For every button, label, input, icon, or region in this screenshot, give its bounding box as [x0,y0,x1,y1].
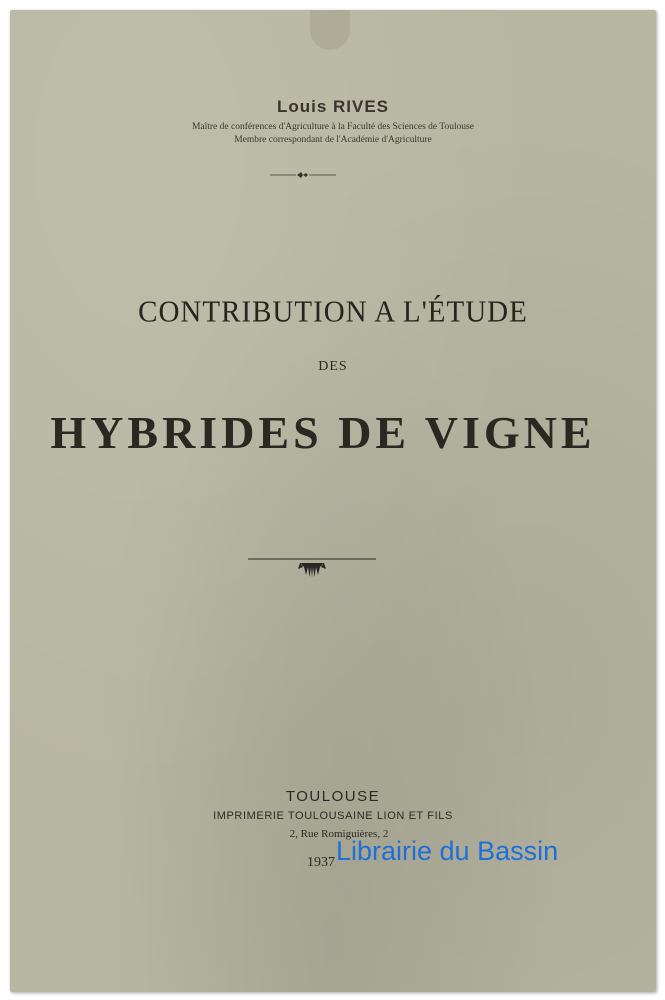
publisher-city: TOULOUSE [285,788,381,805]
author-name: Louis RIVES [276,97,390,116]
title-line-3: HYBRIDES DE VIGNE [50,407,596,458]
author-affiliation-1: Maître de conférences d'Agriculture à la Faculté des Sciences de Toulouse [191,122,475,132]
author-affiliation-2: Membre correspondant de l'Académie d'Agriculture [234,135,432,145]
title-line-2: DES [318,359,348,374]
title-line-1: CONTRIBUTION A L'ÉTUDE [138,295,528,329]
fan-ornament-icon [248,555,376,581]
printer-address: 2, Rue Romiguières, 2 [289,828,389,840]
small-ornament-rule-icon [270,170,336,180]
printer-name: IMPRIMERIE TOULOUSAINE LION ET FILS [213,810,453,822]
cover-wear-mark [310,10,350,50]
publication-year: 1937 [307,855,335,870]
book-cover [10,10,656,992]
bookseller-watermark: Librairie du Bassin [336,836,559,866]
